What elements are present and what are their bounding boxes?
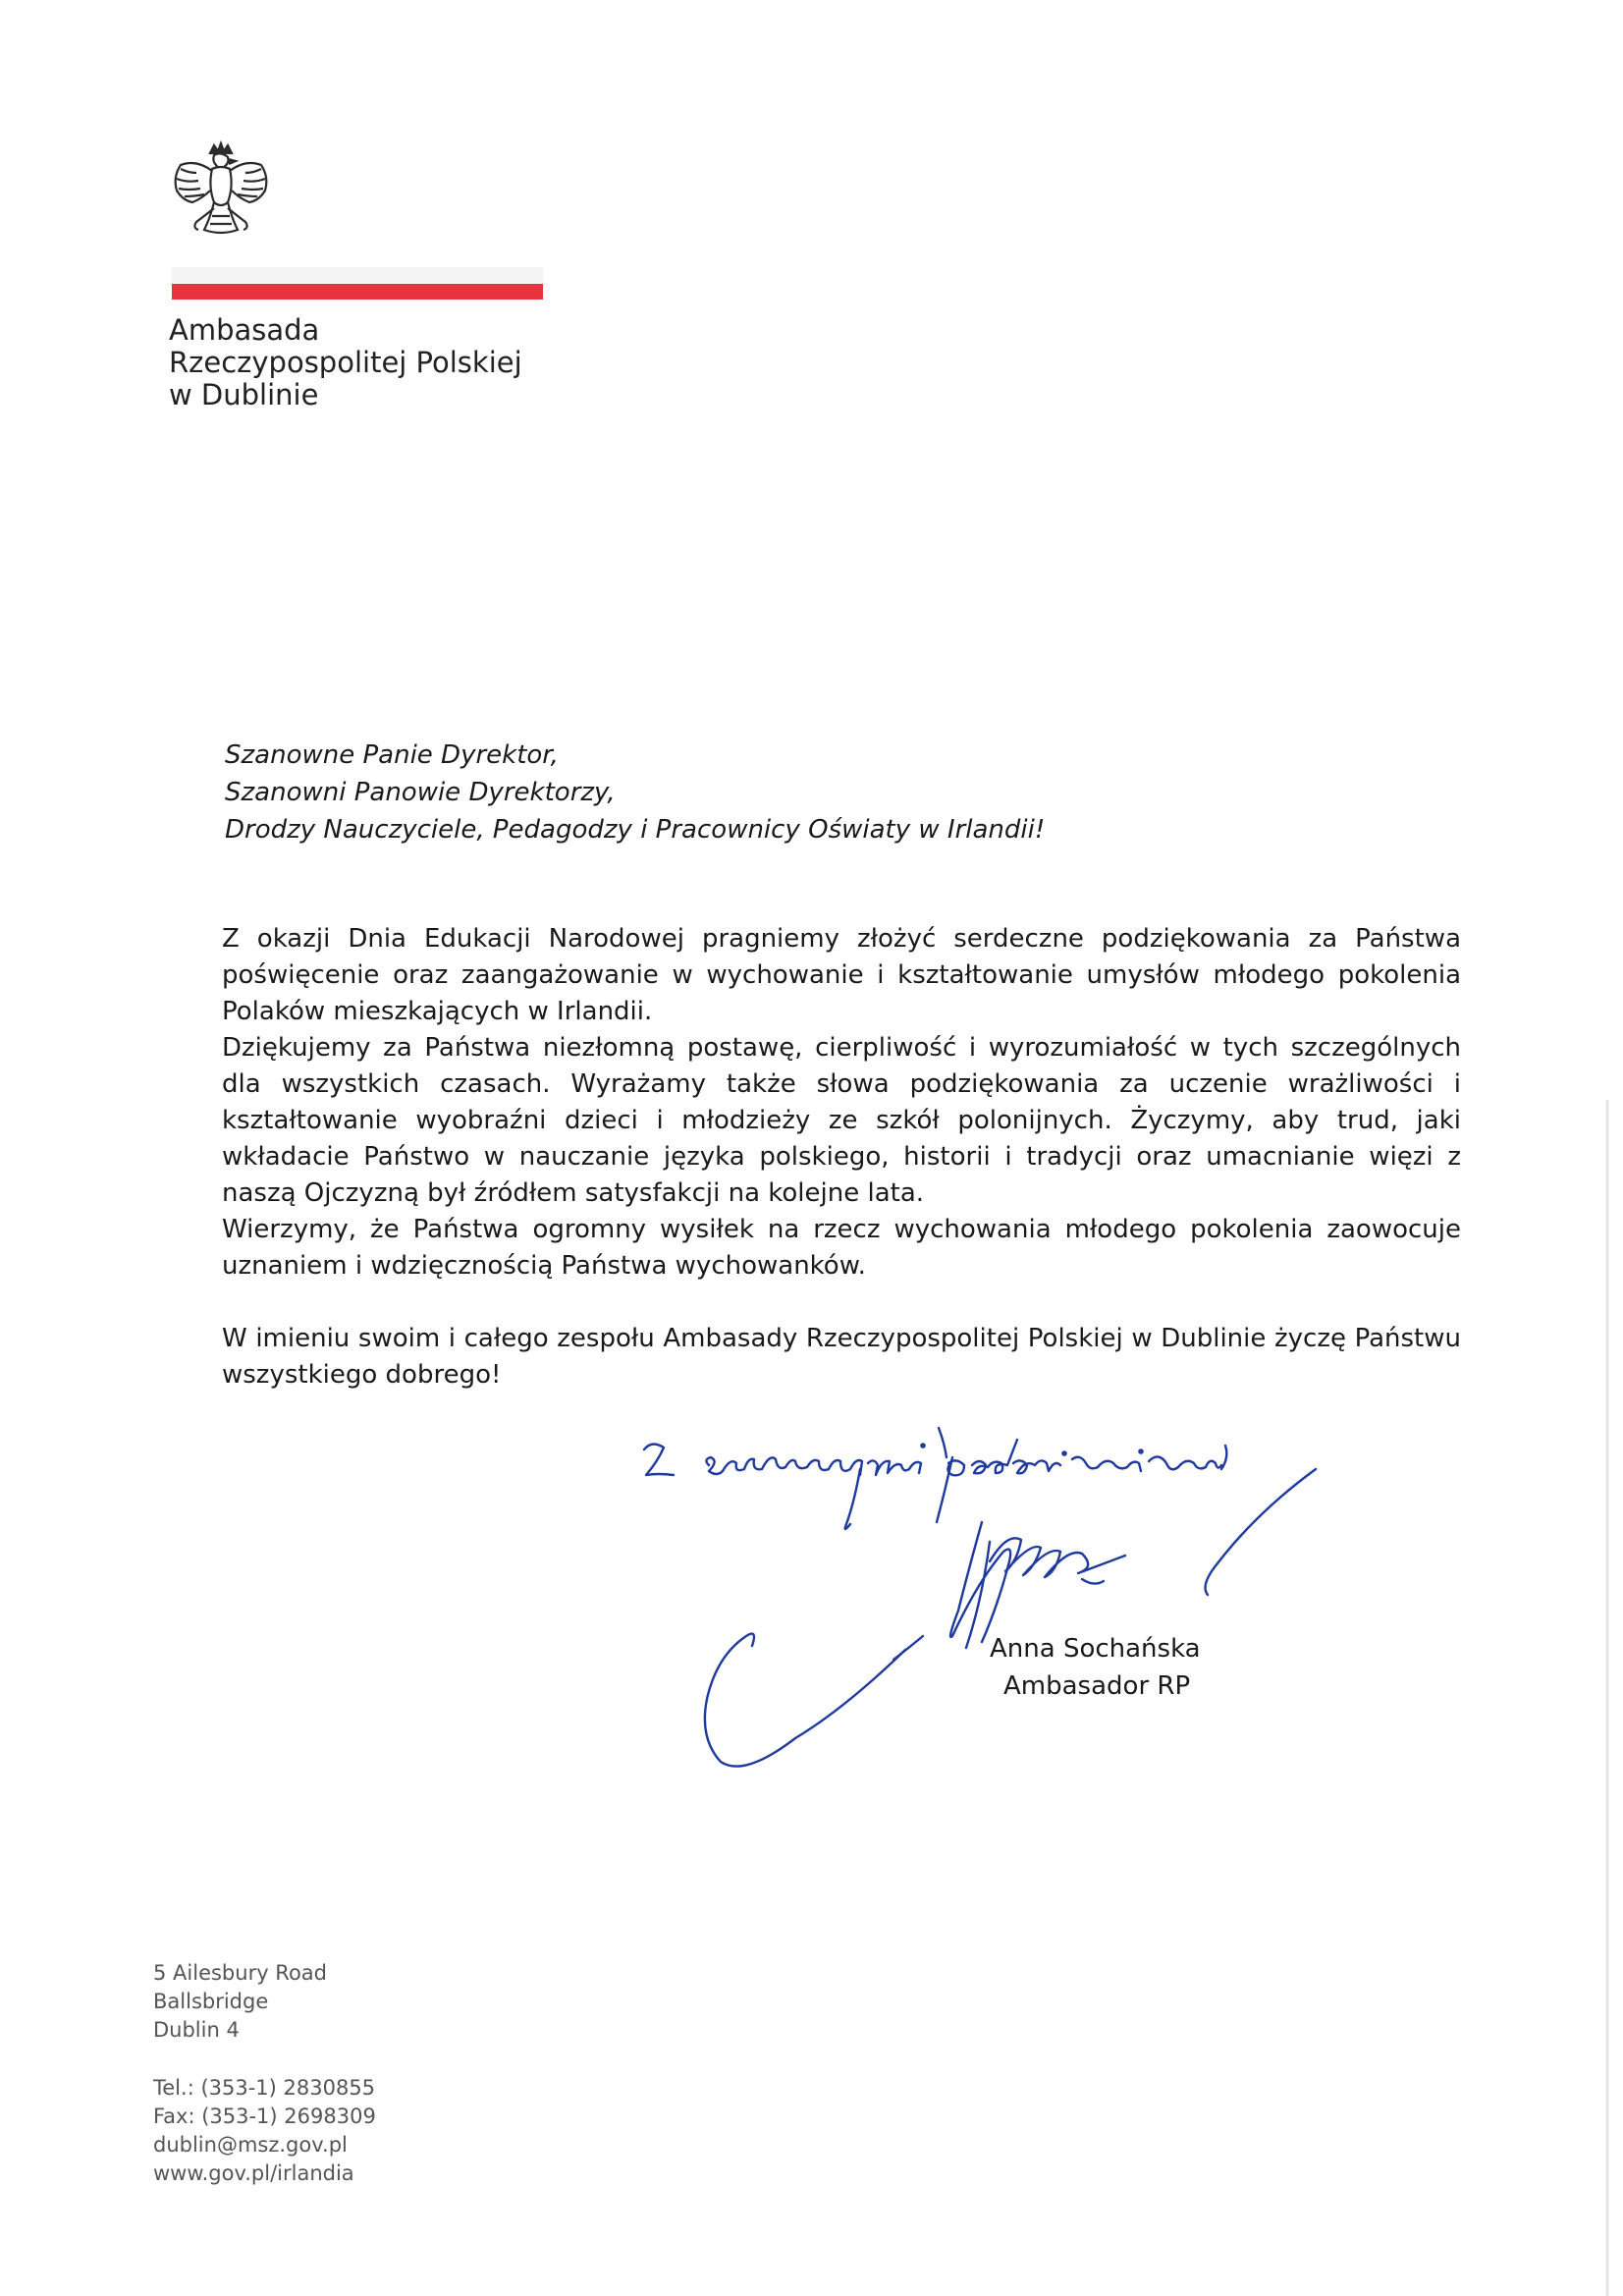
eagle-emblem-icon (167, 139, 275, 249)
letter-body (222, 921, 1461, 1394)
footer-address (153, 1959, 376, 2188)
address-line-2: Ballsbridge (153, 1990, 269, 2013)
contact-fax: Fax: (353-1) 2698309 (153, 2105, 376, 2128)
scan-edge-shadow (1605, 1100, 1609, 2296)
flag-stripe-red (172, 284, 543, 300)
body-paragraph-3: Wierzymy, że Państwa ogromny wysiłek na rzecz wychowania młodego pokolenia zaowocuje uznaniem i wdzięcznością Państwa wychowanków. (222, 1215, 1461, 1281)
flag-stripe-white (172, 267, 543, 283)
contact-website[interactable]: www.gov.pl/irlandia (153, 2161, 354, 2185)
contact-email[interactable]: dublin@msz.gov.pl (153, 2133, 348, 2157)
body-paragraph-1: Z okazji Dnia Edukacji Narodowej pragniemy złożyć serdeczne podziękowania za Państwa poświęcenie oraz zaangażowanie w wychowanie i kształtowanie umysłów młodego pokolenia Polaków mieszkających w Irlandii. (222, 924, 1461, 1026)
signer-block (990, 1630, 1201, 1705)
address-line-1: 5 Ailesbury Road (153, 1961, 328, 1985)
salutation-line-2: Szanowni Panowie Dyrektorzy, (225, 778, 616, 807)
salutation-line-1: Szanowne Panie Dyrektor, (225, 740, 559, 770)
body-paragraph-2: Dziękujemy za Państwa niezłomną postawę, cierpliwość i wyrozumiałość w tych szczególnych dla wszystkich czasach. Wyrażamy także słowa podziękowania za uczenie wrażliwości i kształtowanie wyobraźni dzieci i młodzieży ze szkół polonijnych. Życzymy, aby trud, jaki wkładacie Państwo w nauczanie języka polskiego, historii i tradycji oraz umacnianie więzi z naszą Ojczyzną był źródłem satysfakcji na kolejne lata. (222, 1033, 1461, 1208)
salutation (225, 737, 1045, 848)
address-spacer (153, 2045, 376, 2074)
embassy-line-3: w Dublinie (169, 378, 319, 411)
embassy-line-2: Rzeczypospolitej Polskiej (169, 346, 522, 379)
embassy-name (169, 314, 522, 411)
signer-role: Ambasador RP (1003, 1671, 1191, 1701)
signer-name: Anna Sochańska (990, 1634, 1201, 1664)
address-line-3: Dublin 4 (153, 2018, 240, 2042)
embassy-line-1: Ambasada (169, 313, 320, 347)
salutation-line-3: Drodzy Nauczyciele, Pedagodzy i Pracownicy Oświaty w Irlandii! (225, 815, 1046, 845)
handwritten-signature (628, 1414, 1512, 1797)
body-paragraph-4: W imieniu swoim i całego zespołu Ambasady Rzeczypospolitej Polskiej w Dublinie życzę Państwu wszystkiego dobrego! (222, 1324, 1461, 1390)
contact-phone: Tel.: (353-1) 2830855 (153, 2076, 376, 2100)
